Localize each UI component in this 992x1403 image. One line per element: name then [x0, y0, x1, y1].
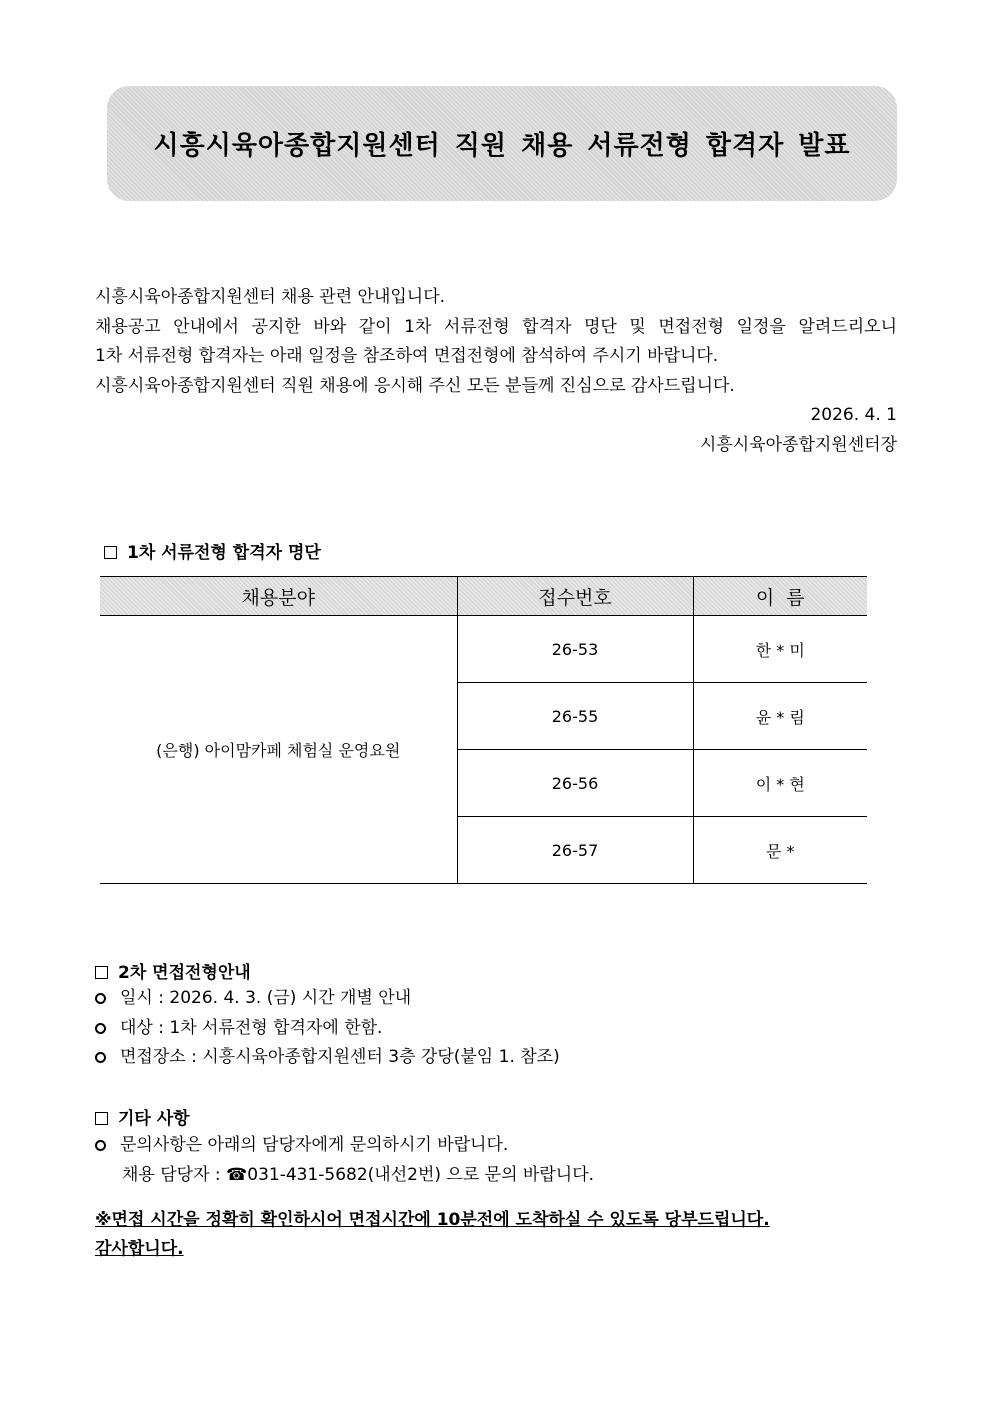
- notice-line: 감사합니다.: [95, 1239, 184, 1259]
- section-heading-text: 기타 사항: [118, 1109, 190, 1129]
- notice-line: ※면접 시간을 정확히 확인하시어 면접시간에 10분전에 도착하실 수 있도록 당부드립니다.: [95, 1210, 770, 1230]
- title-banner: [107, 86, 897, 201]
- number-cell: 26-55: [457, 683, 693, 750]
- list-item-text: 대상 : 1차 서류전형 합격자에 한함.: [120, 1017, 383, 1038]
- page-title: 시흥시육아종합지원센터 직원 채용 서류전형 합격자 발표: [153, 131, 851, 161]
- list-item: [95, 984, 560, 1014]
- list-item: [95, 1014, 560, 1044]
- checkbox-square-icon: [104, 546, 117, 559]
- list-item: [95, 1043, 560, 1073]
- header-name: 이 름: [693, 577, 867, 616]
- table-header-row: [100, 577, 867, 616]
- number-cell: 26-53: [457, 616, 693, 683]
- checkbox-square-icon: [95, 966, 108, 979]
- list-item-text: 문의사항은 아래의 담당자에게 문의하시기 바랍니다.: [120, 1135, 509, 1155]
- section-heading-other: [95, 1104, 190, 1129]
- number-cell: 26-57: [457, 817, 693, 884]
- number-cell: 26-56: [457, 750, 693, 817]
- name-cell: 이 * 현: [693, 750, 867, 817]
- other-info-list: [95, 1131, 594, 1190]
- section-heading-text: 2차 면접전형안내: [118, 963, 251, 983]
- list-item-text: 일시 : 2026. 4. 3. (금) 시간 개별 안내: [120, 988, 412, 1008]
- signature: 시흥시육아종합지원센터장: [699, 434, 897, 455]
- intro-line: 1차 서류전형 합격자는 아래 일정을 참조하여 면접전형에 참석하여 주시기 바랍니다.: [95, 346, 719, 366]
- section-heading-interview: [95, 958, 251, 983]
- circle-bullet-icon: [95, 1140, 106, 1151]
- contact-line: [95, 1161, 594, 1191]
- contact-phone: 031-431-5682(내선2번) 으로 문의 바랍니다.: [247, 1164, 595, 1185]
- intro-line: 시흥시육아종합지원센터 직원 채용에 응시해 주신 모든 분들께 진심으로 감사드립니다.: [95, 375, 735, 396]
- name-cell: 윤 * 림: [693, 683, 867, 750]
- list-item-text: 면접장소 : 시흥시육아종합지원센터 3층 강당(붙임 1. 참조): [120, 1047, 560, 1067]
- circle-bullet-icon: [95, 1023, 106, 1034]
- contact-label: 채용 담당자 :: [122, 1164, 227, 1185]
- results-table: [100, 576, 867, 884]
- section-heading-text: 1차 서류전형 합격자 명단: [127, 543, 321, 563]
- field-cell: (은행) 아이맘카페 체험실 운영요원: [100, 616, 457, 884]
- phone-icon: ☎: [226, 1164, 248, 1185]
- name-cell: 한 * 미: [693, 616, 867, 683]
- list-item: [95, 1131, 594, 1161]
- interview-info-list: [95, 984, 560, 1073]
- table-row: [100, 616, 867, 683]
- section-heading-results: [104, 538, 321, 563]
- circle-bullet-icon: [95, 993, 106, 1004]
- checkbox-square-icon: [95, 1112, 108, 1125]
- notice: [95, 1206, 770, 1264]
- announcement-date: 2026. 4. 1: [810, 405, 897, 425]
- intro-paragraph: [95, 283, 897, 460]
- header-field: 채용분야: [100, 577, 457, 616]
- circle-bullet-icon: [95, 1052, 106, 1063]
- intro-line: 시흥시육아종합지원센터 채용 관련 안내입니다.: [95, 287, 446, 307]
- intro-line: 채용공고 안내에서 공지한 바와 같이 1차 서류전형 합격자 명단 및 면접전형 일정을 알려드리오니: [95, 316, 897, 337]
- header-number: 접수번호: [457, 577, 693, 616]
- name-cell: 문 *: [693, 817, 867, 884]
